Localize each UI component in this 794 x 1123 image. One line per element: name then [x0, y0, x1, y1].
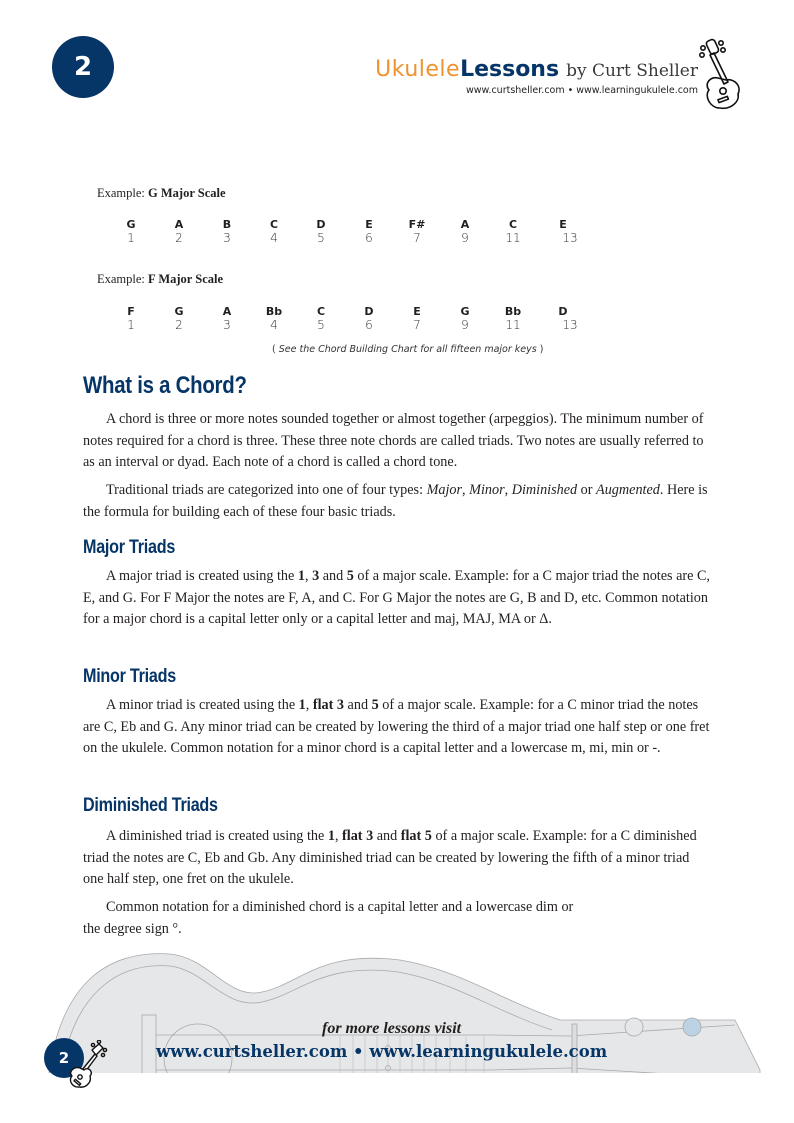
text: Common notation for a diminished chord is a capital letter and a lowercase dim or — [106, 899, 574, 915]
scale-note: C — [508, 218, 518, 231]
brand-author: by Curt Sheller — [566, 61, 698, 81]
text: and — [344, 697, 372, 713]
footer-urls[interactable]: www.curtsheller.com • www.learningukulele.com — [156, 1042, 608, 1061]
footer-ukulele-icon — [66, 1040, 112, 1090]
scale-note: G — [460, 305, 470, 318]
paren-open: ( — [272, 344, 279, 355]
scale-note: A — [222, 305, 232, 318]
text: and — [373, 828, 401, 844]
scale-note: D — [364, 305, 374, 318]
paren-close: ) — [536, 344, 544, 355]
scale-note: B — [222, 218, 232, 231]
scale-degree: 5 — [317, 231, 325, 245]
scale-note: E — [413, 305, 421, 318]
text: A major triad is created using the — [106, 568, 298, 584]
degree-bold: 1 — [298, 697, 306, 713]
text: , — [305, 697, 313, 713]
section-title-minor-triads: Minor Triads — [83, 666, 176, 687]
scale-degree: 2 — [175, 318, 183, 332]
scale-degree: 3 — [223, 231, 231, 245]
scale-degree: 6 — [365, 231, 373, 245]
footer-page-number: 2 — [58, 1049, 70, 1067]
scale-note: C — [269, 218, 279, 231]
degree-bold: 5 — [371, 697, 379, 713]
scale-degree: 5 — [317, 318, 325, 332]
scale-note: Bb — [504, 305, 522, 318]
text: of a major scale. Example: for a C diminished triad the notes are C, Eb and Gb. Any diminished triad can be created by lowering the fifth of a minor triad one half step, one fret on the ukulele. — [83, 828, 697, 887]
brand-lessons: Lessons — [460, 57, 560, 82]
scale-degree: 4 — [270, 318, 278, 332]
triad-type-minor: Minor — [469, 482, 505, 498]
triad-type-augmented: Augmented — [596, 482, 660, 498]
scale-degree: 13 — [562, 318, 578, 332]
scale-note: G — [126, 218, 136, 231]
scale-degree: 3 — [223, 318, 231, 332]
text: Traditional triads are categorized into one of four types: — [106, 482, 427, 498]
page-number: 2 — [73, 52, 93, 82]
scale-note: A — [174, 218, 184, 231]
chord-chart-note-text: See the Chord Building Chart for all fifteen major keys — [278, 344, 537, 355]
scale-note: Bb — [265, 305, 283, 318]
scale-degree: 9 — [461, 318, 469, 332]
ukulele-icon — [690, 38, 742, 112]
chord-definition-paragraph: A chord is three or more notes sounded together or almost together (arpeggios). The minimum number of notes required for a chord is three. These three note chords are called triads. Two notes are usually referred to as an interval or dyad. Each note of a chord is called a chord tone. — [83, 411, 704, 470]
triad-types-paragraph — [83, 480, 713, 523]
scale-degree: 1 — [127, 231, 135, 245]
text: . Here is the formula for building each of these four basic triads. — [83, 482, 708, 520]
example-prefix: Example: — [97, 272, 149, 286]
section-title-major-triads: Major Triads — [83, 537, 176, 558]
scale-note: E — [559, 218, 567, 231]
example-label-g-major — [97, 186, 226, 201]
scale-degree: 11 — [505, 231, 521, 245]
text: , — [462, 482, 470, 498]
text: , — [334, 828, 343, 844]
example-prefix: Example: — [97, 186, 149, 200]
scale-degree: 9 — [461, 231, 469, 245]
degree-bold: 3 — [312, 568, 320, 584]
scale-degree: 4 — [270, 231, 278, 245]
brand-ukulele: Ukulele — [375, 57, 461, 82]
scale-note: D — [558, 305, 568, 318]
major-triads-paragraph — [83, 566, 713, 631]
degree-bold: flat 3 — [342, 828, 374, 844]
scale-note: E — [365, 218, 373, 231]
scale-degree: 13 — [562, 231, 578, 245]
scale-degree: 7 — [413, 318, 421, 332]
scale-degree: 2 — [175, 231, 183, 245]
scale-note: C — [316, 305, 326, 318]
triad-type-major: Major — [426, 482, 463, 498]
diminished-triads-paragraph — [83, 826, 713, 891]
text: A minor triad is created using the — [106, 697, 299, 713]
text: or — [577, 482, 597, 498]
text: , — [304, 568, 313, 584]
text: and — [319, 568, 347, 584]
triad-type-diminished: Diminished — [511, 482, 578, 498]
degree-bold: 1 — [327, 828, 335, 844]
scale-note: F — [127, 305, 135, 318]
example-title: F Major Scale — [148, 272, 224, 286]
text: A diminished triad is created using the — [106, 828, 328, 844]
text: of a major scale. Example: for a C minor triad the notes are C, Eb and G. Any minor triad can be created by lowering the third of a major triad one half step or one fret on the ukulele. Common notation for a minor chord is a capital letter and a lowercase m, mi, min or -. — [83, 697, 710, 756]
degree-bold: flat 3 — [312, 697, 344, 713]
degree-bold: 1 — [297, 568, 305, 584]
diminished-notation-paragraph — [83, 897, 713, 940]
scale-degree: 7 — [413, 231, 421, 245]
scale-degree: 1 — [127, 318, 135, 332]
section-title-what-is-a-chord: What is a Chord? — [83, 372, 247, 399]
scale-note: F# — [408, 218, 426, 231]
degree-bold: flat 5 — [400, 828, 432, 844]
degree-bold: 5 — [346, 568, 354, 584]
scale-note: G — [174, 305, 184, 318]
minor-triads-paragraph — [83, 695, 713, 760]
brand-urls: www.curtsheller.com • www.learningukulele.com — [466, 85, 698, 96]
scale-degree: 6 — [365, 318, 373, 332]
text: , — [504, 482, 512, 498]
scale-note: A — [460, 218, 470, 231]
scale-degree: 11 — [505, 318, 521, 332]
text: the degree sign °. — [83, 920, 182, 937]
brand-logo — [375, 58, 698, 96]
section-title-diminished-triads: Diminished Triads — [83, 795, 218, 816]
footer-tagline: for more lessons visit — [322, 1020, 462, 1037]
chord-chart-note — [272, 344, 543, 355]
text: of a major scale. Example: for a C major triad the notes are C, E, and G. For F Major the notes are F, A, and C. For G Major the notes are G, B and D, etc. Common notation for a major chord is a capital letter only or a capital letter and maj, MAJ, MA or Δ. — [83, 568, 710, 627]
scale-note: D — [316, 218, 326, 231]
page-number-badge — [52, 36, 114, 98]
example-label-f-major — [97, 272, 223, 287]
example-title: G Major Scale — [148, 186, 226, 200]
